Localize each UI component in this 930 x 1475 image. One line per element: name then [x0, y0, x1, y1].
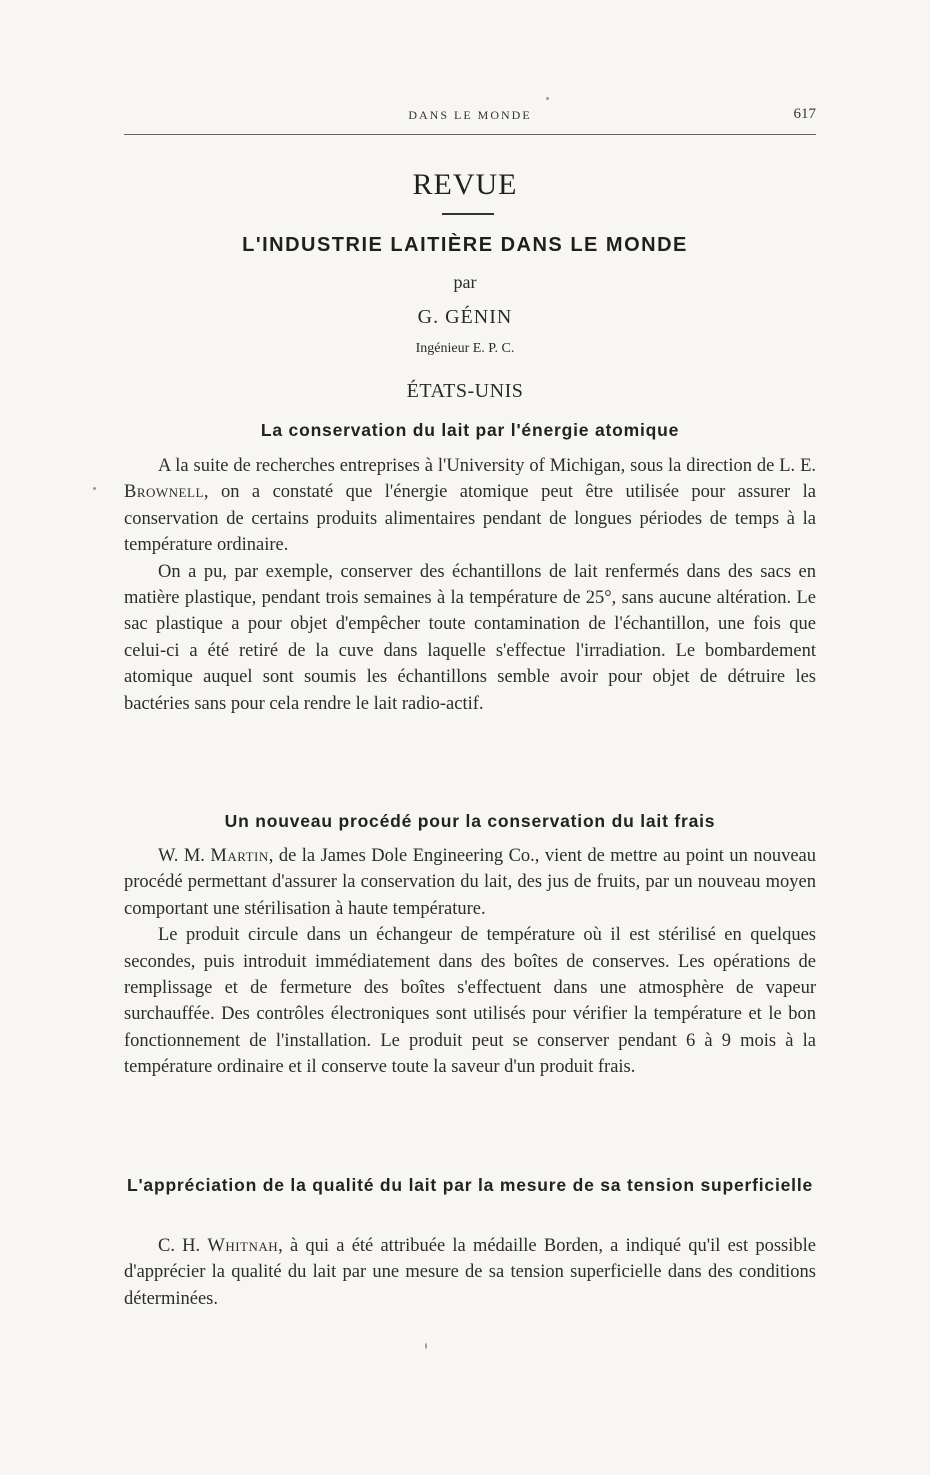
country-heading: ÉTATS-UNIS: [406, 380, 524, 402]
person-name: Whitnah: [207, 1236, 279, 1256]
section-body: [124, 843, 816, 1081]
section-title: La conservation du lait par l'énergie atomique: [260, 420, 680, 440]
header-rule: [124, 134, 816, 135]
author-title: Ingénieur E. P. C.: [415, 341, 515, 356]
running-head: [124, 108, 816, 128]
article-title: L'INDUSTRIE LAITIÈRE DANS LE MONDE: [242, 234, 688, 256]
author-name: G. GÉNIN: [417, 306, 513, 328]
paragraph: On a pu, par exemple, conserver des échantillons de lait renfermés dans des sacs en matière plastique, pendant trois semaines à la température de 25°, sans aucune altération. Le sac plastique a pour objet d'empêcher toute contamination de l'échantillon, une fois que celui-ci a été retiré de la cuve dans laquelle s'effectue l'irradiation. Le bombardement atomique auquel sont soumis les échantillons semble avoir pour objet de détruire les bactéries sans pour cela rendre le lait radio-actif.: [124, 561, 816, 714]
section-title: Un nouveau procédé pour la conservation du lait frais: [224, 811, 716, 831]
paragraph: C. H. Whitnah, à qui a été attribuée la médaille Borden, a indiqué qu'il est possible d'apprécier la qualité du lait par une mesure de sa tension superficielle dans des conditions déterminées.: [124, 1236, 816, 1309]
scan-speck: [546, 97, 549, 100]
revue-heading: REVUE: [412, 168, 518, 201]
person-name: Brownell: [124, 482, 204, 503]
paragraph: Le produit circule dans un échangeur de température où il est stérilisé en quelques secondes, puis introduit immédiatement dans des boîtes de conserves. Les opérations de remplissage et de fermeture des boîtes s'effectuent dans une atmosphère de vapeur surchauffée. Des contrôles électroniques sont utilisés pour vérifier la température et le bon fonctionnement de l'installation. Le produit peut se conserver pendant 6 à 9 mois à la température ordinaire et il conserve toute la saveur d'un produit frais.: [124, 925, 816, 1078]
person-name: Martin: [210, 846, 269, 866]
paragraph: W. M. Martin, de la James Dole Engineering Co., vient de mettre au point un nouveau procédé permettant d'assurer la conservation du lait, des jus de fruits, par un nouveau moyen comportant une stérilisation à haute température.: [124, 846, 816, 919]
scan-speck: [93, 487, 96, 490]
page-number: 617: [793, 106, 816, 122]
section-body: [124, 1233, 816, 1312]
section-body: [124, 453, 816, 717]
by-line: par: [453, 272, 477, 292]
running-title: DANS LE MONDE: [408, 108, 532, 122]
title-divider: [442, 213, 494, 215]
section-title: L'appréciation de la qualité du lait par la mesure de sa tension superficielle: [126, 1175, 814, 1195]
paragraph: A la suite de recherches entreprises à l'University of Michigan, sous la direction de L. E. Brownell, on a constaté que l'énergie atomique peut être utilisée pour assurer la conservation de certains produits alimentaires pendant de longues périodes de temps à la température ordinaire.: [124, 456, 816, 556]
scan-speck: [425, 1343, 427, 1349]
